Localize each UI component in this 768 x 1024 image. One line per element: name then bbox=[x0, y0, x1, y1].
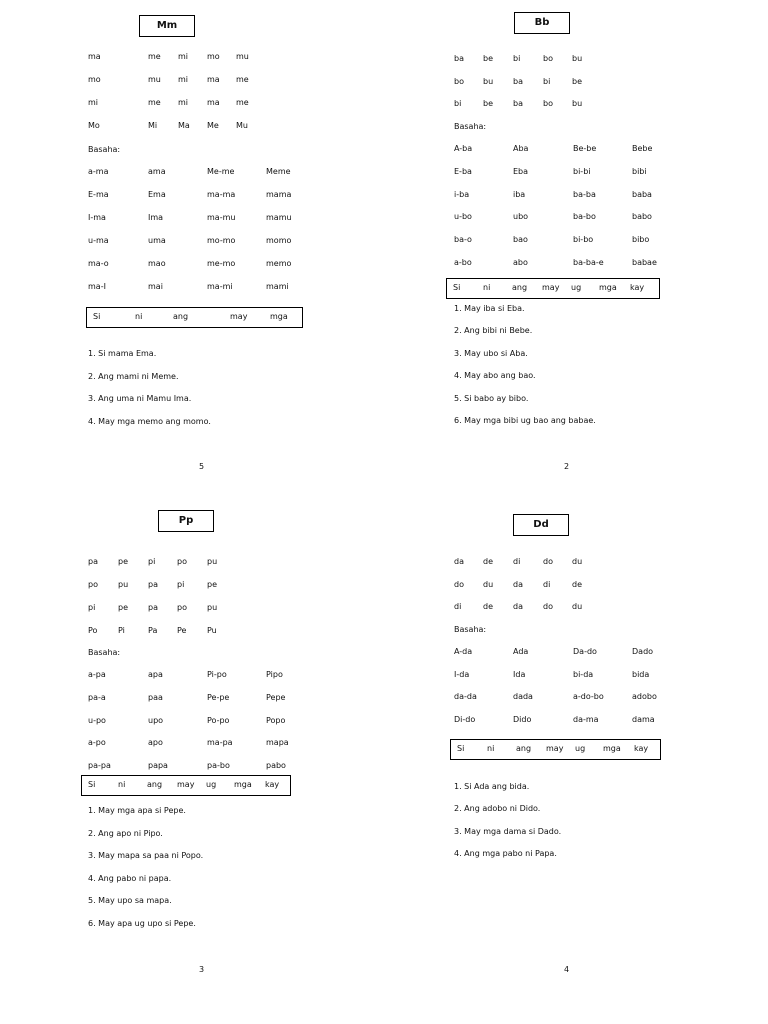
sight-word: mga bbox=[270, 312, 288, 321]
word: Da-do bbox=[573, 647, 597, 656]
word: pa-pa bbox=[88, 761, 111, 771]
word: bi-bi bbox=[573, 166, 591, 176]
word: me-mo bbox=[207, 259, 236, 268]
word: Pipo bbox=[266, 670, 283, 679]
sight-word: ni bbox=[483, 283, 491, 292]
sight-word: ang bbox=[516, 744, 532, 753]
syllable: mu bbox=[148, 75, 161, 84]
syllable-row bbox=[384, 99, 768, 113]
syllable: di bbox=[543, 579, 551, 589]
syllable: be bbox=[483, 99, 493, 108]
sight-words-box bbox=[450, 739, 661, 760]
word: a-do-bo bbox=[573, 692, 604, 701]
word: ma-I bbox=[88, 282, 106, 291]
word: A-da bbox=[454, 647, 473, 656]
word: bi-bo bbox=[573, 235, 594, 245]
word-row bbox=[0, 190, 384, 204]
word-row bbox=[384, 715, 768, 729]
sentence: 6. May apa ug upo si Pepe. bbox=[88, 919, 196, 928]
word: I-ma bbox=[88, 213, 106, 222]
sight-word: Si bbox=[93, 312, 101, 321]
word: iba bbox=[513, 189, 526, 199]
syllable: Pa bbox=[148, 626, 158, 635]
syllable: da bbox=[513, 579, 523, 589]
syllable: Po bbox=[88, 626, 98, 635]
syllable: di bbox=[454, 602, 462, 611]
syllable: Mi bbox=[148, 121, 158, 130]
sight-word: kay bbox=[265, 780, 280, 789]
syllable: Me bbox=[207, 121, 219, 130]
word-row bbox=[0, 213, 384, 227]
sight-word: Si bbox=[453, 283, 461, 292]
syllable: ma bbox=[88, 52, 101, 61]
syllable: Mo bbox=[88, 121, 100, 130]
syllable: be bbox=[483, 54, 493, 63]
basaha-label: Basaha: bbox=[454, 625, 487, 634]
word-row bbox=[384, 647, 768, 661]
syllable: po bbox=[177, 557, 187, 566]
word: ba-bo bbox=[573, 212, 596, 222]
word: momo bbox=[266, 236, 292, 245]
word: memo bbox=[266, 259, 292, 268]
word: Pe-pe bbox=[207, 692, 230, 702]
syllable: ma bbox=[207, 98, 220, 107]
word-row bbox=[0, 716, 384, 730]
syllable: du bbox=[572, 602, 583, 611]
syllable: do bbox=[454, 579, 464, 589]
word: upo bbox=[148, 715, 164, 725]
syllable: be bbox=[572, 76, 582, 86]
word: apo bbox=[148, 738, 163, 748]
sight-words-box bbox=[81, 775, 291, 796]
lesson-page bbox=[0, 503, 384, 1015]
word: Ada bbox=[513, 647, 529, 656]
word: babae bbox=[632, 258, 657, 267]
sight-word: ni bbox=[118, 780, 126, 789]
sentence: 3. May ubo si Aba. bbox=[454, 348, 528, 358]
word: apa bbox=[148, 670, 163, 679]
sentence: 2. Ang apo ni Pipo. bbox=[88, 828, 163, 838]
sentence: 1. May mga apa si Pepe. bbox=[88, 806, 186, 815]
sentence: 1. Si mama Ema. bbox=[88, 349, 157, 358]
syllable: do bbox=[543, 557, 553, 566]
word: a-ma bbox=[88, 167, 109, 176]
word: ma-ma bbox=[207, 190, 236, 199]
word: baba bbox=[632, 189, 652, 199]
syllable: di bbox=[513, 557, 521, 566]
syllable: me bbox=[236, 98, 249, 107]
syllable: mo bbox=[207, 52, 220, 61]
word: E-ba bbox=[454, 166, 472, 176]
syllable: pi bbox=[88, 603, 96, 612]
word: Popo bbox=[266, 715, 286, 725]
word: ba-ba bbox=[573, 189, 596, 199]
word-row bbox=[0, 693, 384, 707]
word: abo bbox=[513, 258, 528, 267]
syllable: mi bbox=[178, 98, 189, 107]
word: a-pa bbox=[88, 670, 106, 679]
sight-word: kay bbox=[630, 283, 645, 292]
word: da-ma bbox=[573, 714, 599, 724]
word: uma bbox=[148, 236, 166, 245]
word: bibo bbox=[632, 235, 650, 245]
basaha-label: Basaha: bbox=[88, 648, 121, 657]
sentence: 2. Ang adobo ni Dido. bbox=[454, 804, 541, 814]
basaha-label: Basaha: bbox=[454, 122, 487, 131]
sight-word: may bbox=[230, 312, 248, 321]
sight-word: Si bbox=[457, 744, 465, 753]
word: a-po bbox=[88, 738, 106, 748]
sight-word: ug bbox=[206, 780, 217, 789]
word: Ema bbox=[148, 190, 166, 199]
syllable-row bbox=[0, 580, 384, 594]
syllable-row bbox=[384, 77, 768, 91]
word: ma-mu bbox=[207, 213, 236, 222]
word: mami bbox=[266, 282, 289, 291]
syllable: de bbox=[483, 557, 493, 566]
word: I-da bbox=[454, 669, 470, 679]
lesson-page bbox=[0, 0, 384, 512]
syllable: de bbox=[483, 602, 493, 611]
page-number: 4 bbox=[564, 965, 570, 974]
word: paa bbox=[148, 692, 163, 702]
word: dama bbox=[632, 714, 655, 724]
word-row bbox=[0, 282, 384, 296]
word: Be-be bbox=[573, 144, 597, 153]
word: bida bbox=[632, 669, 650, 679]
syllable: pe bbox=[118, 603, 128, 612]
word: Po-po bbox=[207, 715, 230, 725]
sentence: 1. Si Ada ang bida. bbox=[454, 782, 530, 791]
sight-word: ni bbox=[487, 744, 495, 753]
word: babo bbox=[632, 212, 652, 222]
sentence: 3. Ang uma ni Mamu Ima. bbox=[88, 394, 192, 404]
syllable: ba bbox=[454, 54, 464, 63]
syllable: bi bbox=[513, 54, 521, 63]
word: Eba bbox=[513, 166, 529, 176]
word: mo-mo bbox=[207, 236, 236, 245]
word: ma-o bbox=[88, 259, 109, 268]
word-row bbox=[384, 167, 768, 181]
word-row bbox=[384, 670, 768, 684]
syllable: Pu bbox=[207, 626, 217, 635]
word: ba-o bbox=[454, 235, 472, 245]
word-row bbox=[384, 190, 768, 204]
word: Dido bbox=[513, 714, 532, 724]
sight-word: ang bbox=[147, 780, 163, 789]
syllable-row bbox=[0, 52, 384, 66]
syllable-row bbox=[0, 603, 384, 617]
syllable: pi bbox=[177, 580, 185, 589]
word: bi-da bbox=[573, 669, 594, 679]
word: adobo bbox=[632, 692, 657, 701]
sentence: 1. May iba si Eba. bbox=[454, 304, 525, 313]
word: pa-bo bbox=[207, 761, 230, 771]
word: mai bbox=[148, 282, 163, 291]
word-row bbox=[0, 738, 384, 752]
syllable: pa bbox=[88, 557, 98, 566]
word: Me-me bbox=[207, 167, 235, 176]
word: Aba bbox=[513, 144, 529, 153]
sentence: 4. Ang pabo ni papa. bbox=[88, 873, 172, 883]
sentence: 3. May mga dama si Dado. bbox=[454, 826, 562, 836]
sentence: 5. May upo sa mapa. bbox=[88, 896, 172, 906]
word-row bbox=[0, 236, 384, 250]
syllable: Pe bbox=[177, 626, 187, 635]
word: mapa bbox=[266, 738, 289, 748]
syllable-row bbox=[384, 580, 768, 594]
word-row bbox=[0, 167, 384, 181]
syllable: bu bbox=[572, 99, 583, 108]
sentence: 4. May mga memo ang momo. bbox=[88, 416, 211, 426]
sentence: 2. Ang bibi ni Bebe. bbox=[454, 326, 533, 336]
syllable: mu bbox=[236, 52, 249, 61]
sight-words-box bbox=[446, 278, 660, 299]
word: E-ma bbox=[88, 190, 109, 199]
word: Meme bbox=[266, 167, 291, 176]
word: pabo bbox=[266, 761, 286, 771]
sight-word: kay bbox=[634, 744, 649, 753]
syllable-row bbox=[0, 626, 384, 640]
word-row bbox=[0, 670, 384, 684]
sight-word: ang bbox=[512, 283, 528, 292]
word: Bebe bbox=[632, 144, 653, 153]
word: u-ma bbox=[88, 236, 109, 245]
word: u-po bbox=[88, 715, 106, 725]
sight-word: ni bbox=[135, 312, 143, 321]
word: mamu bbox=[266, 213, 292, 222]
word: papa bbox=[148, 761, 168, 771]
syllable-row bbox=[384, 557, 768, 571]
word: ma-pa bbox=[207, 738, 233, 748]
word: pa-a bbox=[88, 692, 106, 702]
word-row bbox=[384, 235, 768, 249]
word-row bbox=[0, 259, 384, 273]
syllable: mi bbox=[178, 75, 189, 84]
syllable: bo bbox=[454, 76, 464, 86]
syllable: ma bbox=[207, 75, 220, 84]
word: Pepe bbox=[266, 692, 286, 702]
syllable: bo bbox=[543, 99, 553, 108]
sight-word: ang bbox=[173, 312, 189, 321]
word: mama bbox=[266, 190, 292, 199]
word: Di-do bbox=[454, 714, 476, 724]
syllable: pu bbox=[118, 580, 129, 589]
syllable: me bbox=[148, 98, 161, 107]
sentence: 3. May mapa sa paa ni Popo. bbox=[88, 851, 204, 861]
syllable-row bbox=[0, 98, 384, 112]
syllable: bi bbox=[454, 99, 462, 108]
syllable: da bbox=[454, 557, 464, 566]
word: Pi-po bbox=[207, 670, 227, 679]
word: a-bo bbox=[454, 258, 472, 267]
syllable: mo bbox=[88, 75, 101, 84]
sight-word: mga bbox=[234, 780, 252, 789]
word: u-bo bbox=[454, 212, 472, 222]
syllable: pe bbox=[118, 557, 128, 566]
syllable: da bbox=[513, 602, 523, 611]
word-row bbox=[384, 258, 768, 272]
page-number: 3 bbox=[199, 965, 205, 974]
word: ama bbox=[148, 167, 166, 176]
syllable: mi bbox=[88, 98, 99, 107]
lesson-page bbox=[384, 503, 768, 1015]
syllable: mi bbox=[178, 52, 189, 61]
sight-words-box bbox=[86, 307, 303, 328]
word: mao bbox=[148, 259, 166, 268]
syllable: Pi bbox=[118, 626, 125, 635]
sight-word: ug bbox=[575, 744, 586, 753]
syllable: bi bbox=[543, 76, 551, 86]
word: Ima bbox=[148, 213, 164, 222]
syllable: po bbox=[88, 580, 98, 589]
word: dada bbox=[513, 692, 533, 701]
syllable: pa bbox=[148, 603, 158, 612]
lesson-page bbox=[384, 0, 768, 512]
syllable: de bbox=[572, 579, 582, 589]
word: Ida bbox=[513, 669, 526, 679]
word: ubo bbox=[513, 212, 529, 222]
syllable-row bbox=[0, 557, 384, 571]
sight-word: may bbox=[177, 780, 195, 789]
syllable-row bbox=[0, 75, 384, 89]
syllable-row bbox=[384, 602, 768, 616]
sight-word: Si bbox=[88, 780, 96, 789]
syllable: bu bbox=[572, 54, 583, 63]
lesson-title: Pp bbox=[158, 510, 214, 532]
word-row bbox=[0, 761, 384, 775]
sentence: 2. Ang mami ni Meme. bbox=[88, 371, 179, 381]
word: da-da bbox=[454, 692, 477, 701]
word: ba-ba-e bbox=[573, 258, 604, 267]
syllable: bu bbox=[483, 76, 494, 86]
lesson-title: Dd bbox=[513, 514, 569, 536]
syllable: du bbox=[483, 579, 494, 589]
word: bao bbox=[513, 235, 528, 245]
syllable: ba bbox=[513, 99, 523, 108]
syllable: me bbox=[236, 75, 249, 84]
lesson-title: Mm bbox=[139, 15, 195, 37]
syllable: pe bbox=[207, 580, 217, 589]
sentence: 5. Si babo ay bibo. bbox=[454, 393, 529, 403]
word-row bbox=[384, 692, 768, 706]
lesson-title: Bb bbox=[514, 12, 570, 34]
syllable: pi bbox=[148, 557, 156, 566]
sight-word: mga bbox=[603, 744, 621, 753]
syllable: bo bbox=[543, 54, 553, 63]
syllable: ba bbox=[513, 76, 523, 86]
syllable: Ma bbox=[178, 121, 190, 130]
sentence: 4. May abo ang bao. bbox=[454, 371, 536, 381]
syllable-row bbox=[0, 121, 384, 135]
word: ma-mi bbox=[207, 282, 233, 291]
page-number: 5 bbox=[199, 462, 205, 471]
word: bibi bbox=[632, 166, 647, 176]
syllable: pa bbox=[148, 580, 158, 589]
word-row bbox=[384, 212, 768, 226]
syllable: pu bbox=[207, 557, 218, 566]
sight-word: mga bbox=[599, 283, 617, 292]
syllable: po bbox=[177, 603, 187, 612]
syllable: do bbox=[543, 602, 553, 611]
word: A-ba bbox=[454, 144, 473, 153]
word: i-ba bbox=[454, 189, 470, 199]
sight-word: may bbox=[542, 283, 560, 292]
word-row bbox=[384, 144, 768, 158]
syllable: me bbox=[148, 52, 161, 61]
sight-word: ug bbox=[571, 283, 582, 292]
syllable: Mu bbox=[236, 121, 248, 130]
sentence: 6. May mga bibi ug bao ang babae. bbox=[454, 416, 596, 425]
sentence: 4. Ang mga pabo ni Papa. bbox=[454, 849, 557, 859]
syllable: pu bbox=[207, 603, 218, 612]
basaha-label: Basaha: bbox=[88, 145, 121, 154]
sight-word: may bbox=[546, 744, 564, 753]
page-number: 2 bbox=[564, 462, 570, 471]
syllable-row bbox=[384, 54, 768, 68]
syllable: du bbox=[572, 557, 583, 566]
word: Dado bbox=[632, 647, 654, 656]
